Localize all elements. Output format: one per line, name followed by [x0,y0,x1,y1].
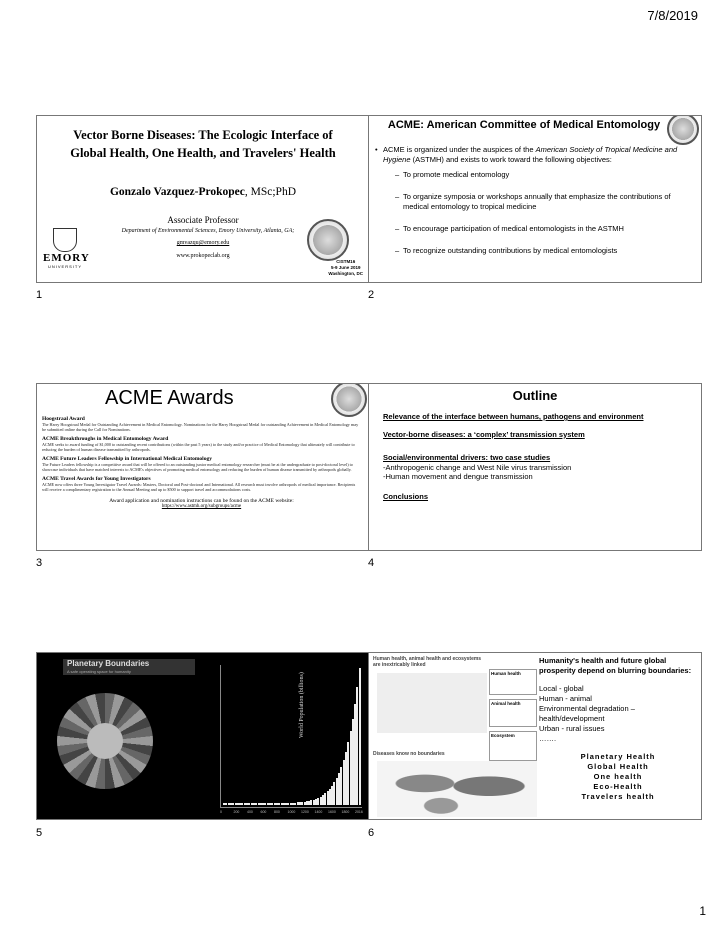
ecosystem-box: Ecosystem [489,731,537,761]
field-item: Travelers health [581,792,655,801]
text: (ASTMH) and exists to work toward the following objectives: [410,155,612,164]
author-department: Department of Environmental Sciences, Emory University, Atlanta, GA; [121,228,295,234]
slide-4 [368,383,702,551]
x-tick-label: 400 [247,810,253,814]
award-footer: Award application and nomination instructions can be found on the ACME website: [109,498,294,504]
outline-item: Social/environmental drivers: two case studies [383,453,551,462]
slide-6 [368,652,702,820]
slide-title: Vector Borne Diseases: The Ecologic Interface of Global Health, One Health, and Travelers' Health [70,128,336,160]
slide-5 [36,652,370,820]
x-tick-label: 1400 [314,810,323,814]
page-number: 1 [699,904,706,918]
x-tick-label: 1800 [341,810,350,814]
field-item: Planetary Health [580,752,656,761]
astmh-seal-icon [307,219,349,261]
outline-subitem: -Human movement and dengue transmission [383,472,533,481]
field-item: One health [593,772,643,781]
x-tick-label: 600 [260,810,267,814]
award-heading: ACME Future Leaders Fellowship in International Medical Entomology [42,456,212,462]
author-role: Associate Professor [167,215,239,225]
population-bar [359,668,361,805]
award-text: ACME now offers three Young Investigator Travel Awards: Masters, Doctoral and Post-doctoral and International. All research must involve arthropods of medical importance. Recipients will receive a complimentary registration to the Annual Meeting and up to $500 to support travel and accommodations costs. [42,482,356,492]
objective-list [373,145,695,256]
slide-number: 2 [368,289,375,301]
outline-item: Vector-borne diseases: a ‘complex’ transmission system [383,429,585,439]
lab-website: www.prokopeclab.org [176,253,230,259]
award-heading: ACME Breakthroughs in Medical Entomology Award [42,436,169,442]
society-name: American Society of Tropical Medicine and Hygiene [383,145,678,164]
species-diagram [377,673,487,733]
author-degrees: , MSc;PhD [244,186,297,198]
human-health-box: Human health [489,669,537,695]
award-text: ACME seeks to award funding of $1,000 to outstanding recent contributions (within the past 5 years) to the study and/or practice of Medical Entomology that ultimately will contribute to reducing the burden of human disease transmitted by arthropods. [42,442,355,452]
text: ACME is organized under the auspices of the [383,145,536,154]
acme-link[interactable]: https://www.astmh.org/subgroups/acme [161,504,242,509]
list-item [373,145,695,165]
slide-title: Outline [512,388,558,403]
conference-name: CISTM16 [336,259,356,264]
animal-health-box: Animal health [489,699,537,727]
slide-2 [368,115,702,283]
x-axis [220,807,362,808]
award-heading: Hoogstraal Award [42,416,85,422]
list-item: – To recognize outstanding contributions by medical entomologists [373,246,695,256]
diagram-heading: Human health, animal health and ecosystems are inextricably linked [373,656,482,668]
list-item: Local - global [539,684,584,693]
outline-item: Conclusions [383,491,429,501]
boundaries-text [539,656,697,802]
author-line [37,186,369,198]
list-item: – To promote medical entomology [373,170,695,180]
list-item: Human - animal [539,694,592,703]
x-tick-label: 0 [220,810,222,814]
x-tick-label: 2016 [355,810,363,814]
award-heading: ACME Travel Awards for Young Investigators [42,476,151,482]
panel-title: Planetary Boundaries [67,659,150,668]
slide-1 [36,115,370,283]
slide-number: 4 [368,557,375,569]
x-tick-label: 800 [274,810,280,814]
boundaries-title: Humanity's health and future global prosperity depend on blurring boundaries: [539,656,692,675]
list-item: – To organize symposia or workshops annually that emphasize the contributions of medical entomology to tropical medicine [373,192,695,212]
slide-number: 5 [36,827,43,839]
outline-subitem: -Anthropogenic change and West Nile virus transmission [383,462,572,472]
slide-number: 1 [36,289,43,301]
field-item: Eco-Health [593,782,643,791]
award-text: The Future Leaders fellowship is a competitive award that will be offered to an outstanding junior medical entomology researcher (must be at the undergraduate to post-doctoral level) to showcase individuals that have matched interests to ACME's objectives of promoting medical entomology and reducing the burden of human disease transmitted by arthropods globally. [42,462,353,472]
world-map [377,761,537,817]
safe-space-circle [87,723,123,759]
x-tick-label: 200 [233,810,240,814]
list-item: Environmental degradation – health/development [539,704,635,723]
outline-list [383,412,697,501]
x-tick-label: 1200 [301,810,309,814]
slide-title: ACME: American Committee of Medical Entomology [387,119,661,131]
author-email: gmvazqu@emory.edu [176,240,230,246]
list-item: – To encourage participation of medical entomologists in the ASTMH [373,224,695,234]
slide-title: ACME Awards [105,387,234,409]
shield-icon [53,228,77,252]
slide-number: 6 [368,827,375,839]
conference-dates: 5-9 June 2019 [330,265,361,270]
conference-location: Washington, DC [328,271,363,276]
slide-number: 3 [36,557,43,569]
panel-subtitle: A safe operating space for humanity [67,669,131,674]
author-name: Gonzalo Vazquez-Prokopec [109,186,245,198]
map-title: Diseases know no boundaries [373,751,445,757]
y-axis-label: World Population (billions) [299,672,305,738]
list-item: ……. [539,734,557,743]
conference-info [328,259,363,277]
list-item: Urban - rural issues [539,724,605,733]
outline-item: Relevance of the interface between humans, pathogens and environment [383,412,644,421]
health-fields [539,752,697,802]
field-item: Global Health [587,762,649,771]
emory-logo [43,228,90,278]
award-text: The Harry Hoogstraal Medal for Outstanding Achievement in Medical Entomology. Nominations for the Harry Hoogstraal Medal for outstanding Achievement in Medical Entomology may be submitted online during the Call for Nominations. [42,422,359,432]
logo-wordmark: EMORY [43,252,90,264]
y-axis [220,665,221,807]
x-tick-label: 1600 [328,810,336,814]
slide-3 [36,383,370,551]
astmh-seal-icon [667,115,699,145]
logo-subtitle: UNIVERSITY [47,264,82,269]
awards-list [42,412,361,509]
x-tick-label: 1000 [287,810,296,814]
print-date: 7/8/2019 [647,8,698,23]
